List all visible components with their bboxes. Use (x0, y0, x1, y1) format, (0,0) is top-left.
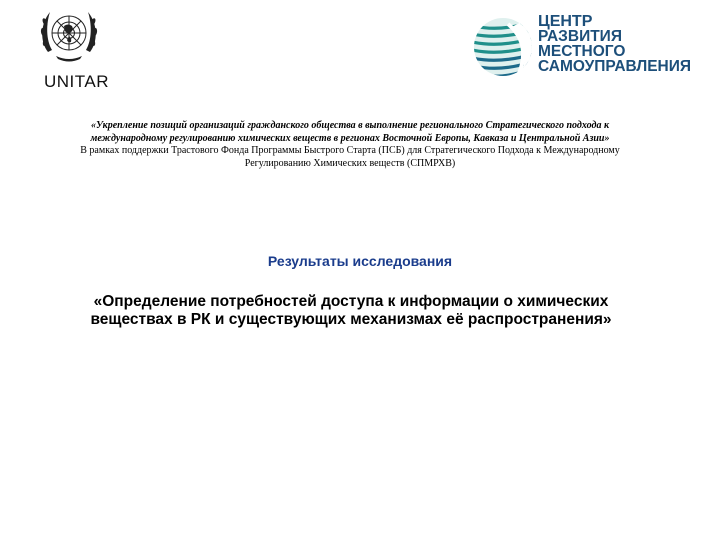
study-title: «Определение потребностей доступа к информации о химических веществах в РК и существующих механизмах её распространения» (90, 293, 612, 328)
results-heading: Результаты исследования (267, 253, 453, 269)
project-title: «Укрепление позиций организаций гражданского общества в выполнение регионального Стратегического подхода к международному регулированию химических веществ в регионах Восточной Европы, Кавказа и Центральной Азии» (90, 120, 610, 144)
ccl-logo-line: МЕСТНОГО (538, 43, 626, 60)
project-support-text: В рамках поддержки Трастового Фонда Программы Быстрого Старта (ПСБ) для Стратегического Подхода к Международному Регулированию Химических веществ (СПМРХВ) (80, 145, 620, 169)
ccl-logo-line: ЦЕНТР (538, 13, 593, 30)
project-description (70, 120, 630, 170)
ccl-logo-text (538, 14, 691, 74)
un-emblem-icon (36, 2, 102, 68)
ccl-logo-line: САМОУПРАВЛЕНИЯ (538, 58, 692, 75)
ccl-logo-line: РАЗВИТИЯ (538, 28, 622, 45)
sphere-logo-icon (470, 14, 536, 80)
unitar-label: UNITAR (44, 72, 110, 91)
